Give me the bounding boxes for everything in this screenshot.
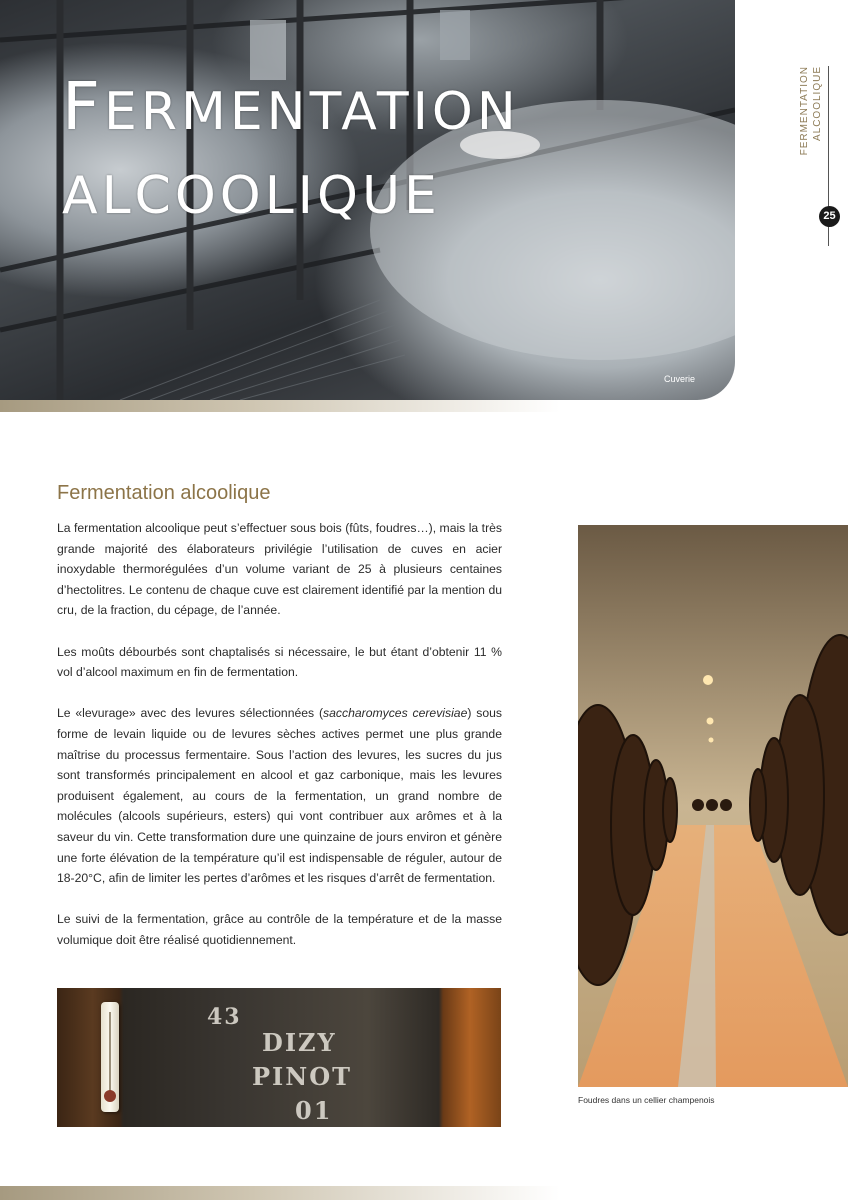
paragraph-levurage xyxy=(57,703,502,888)
decorative-band-bottom xyxy=(0,1186,560,1200)
title-initial: F xyxy=(62,68,104,145)
header-photo-tanks xyxy=(0,0,735,400)
sign-cru: DIZY xyxy=(262,1028,337,1057)
paragraph-text: ) sous forme de levain liquide ou de levures sèches actives permet une plus grande maîtrise du processus fermentaire. Sous l’action des levures, les sucres du jus sont transformés principalement en alcool et gaz carbonique, mais les levures produisent également, au cours de la fermentation, un grand nombre de molécules (alcools supérieurs, esters) qui vont contribuer aux arômes et à la saveur du vin. Cette transformation dure une quinzaine de jours environ et génère une forte élévation de la température qu’il est indispensable de réguler, autour de 18-20°C, afin de limiter les pertes d’arômes et les risques d’arrêt de fermentation. xyxy=(57,706,502,886)
body-text xyxy=(57,518,502,971)
cellar-photo-caption: Foudres dans un cellier champenois xyxy=(578,1095,715,1105)
sign-fraction: 01 xyxy=(295,1096,333,1125)
paragraph: Les moûts débourbés sont chaptalisés si nécessaire, le but étant d’obtenir 11 % vol d’alcool maximum en fin de fermentation. xyxy=(57,644,502,680)
tank-sign-photo xyxy=(57,988,501,1127)
header-photo-caption: Cuverie xyxy=(663,374,695,384)
running-head xyxy=(798,66,832,160)
page-number-badge: 25 xyxy=(819,206,840,227)
sign-number: 43 xyxy=(207,1004,242,1030)
page-title xyxy=(62,68,520,226)
cellar-photo xyxy=(578,525,848,1087)
paragraph: La fermentation alcoolique peut s’effectuer sous bois (fûts, foudres…), mais la très grande majorité des élaborateurs privilégie l’utilisation de cuves en acier inoxydable thermorégulées d’un volume variant de 25 à plusieurs centaines d’hectolitres. Le contenu de chaque cuve est clairement identifié par la mention du cru, de la fraction, du cépage, de l’année. xyxy=(57,521,502,618)
thermometer xyxy=(101,1002,119,1112)
running-head-line1: FERMENTATION xyxy=(799,66,810,156)
sign-cepage: PINOT xyxy=(252,1062,352,1091)
paragraph-text: Le «levurage» avec des levures sélectionnées ( xyxy=(57,706,324,721)
title-line1: ERMENTATION xyxy=(103,82,520,142)
decorative-band-top xyxy=(0,400,560,412)
paragraph: Le suivi de la fermentation, grâce au contrôle de la température et de la masse volumique doit être réalisé quotidiennement. xyxy=(57,912,502,947)
cellar-illustration xyxy=(578,525,848,1087)
running-head-line2: ALCOOLIQUE xyxy=(812,66,823,142)
section-title: Fermentation alcoolique xyxy=(57,482,271,504)
title-line2: ALCOOLIQUE xyxy=(62,166,441,226)
species-name: saccharomyces cerevisiae xyxy=(323,706,468,721)
